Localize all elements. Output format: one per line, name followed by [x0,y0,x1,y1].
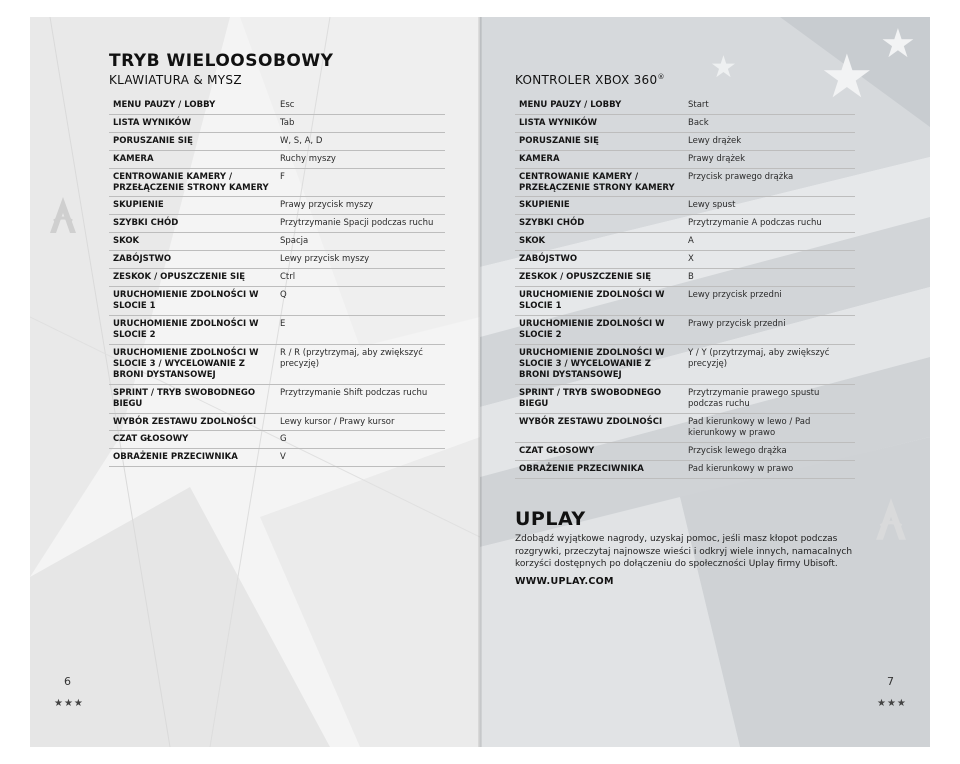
control-action: CZAT GŁOSOWY [113,434,189,444]
control-row [109,197,445,215]
svg-text:★: ★ [820,42,874,112]
control-row [515,461,855,479]
control-binding: Prawy drążek [688,154,746,164]
control-row [515,385,855,414]
stars-ornament-left: ★★★ [54,698,84,709]
control-row [515,316,855,345]
control-row [109,215,445,233]
control-binding: Przytrzymanie A podczas ruchu [688,218,822,228]
control-row [109,269,445,287]
uplay-link[interactable]: WWW.UPLAY.COM [515,576,614,587]
control-action: LISTA WYNIKÓW [519,118,597,128]
control-binding: Przytrzymanie Shift podczas ruchu [280,388,428,398]
control-row [515,197,855,215]
page-title: TRYB WIELOOSOBOWY [109,51,334,71]
control-binding: Ruchy myszy [280,154,336,164]
control-action: KAMERA [113,154,154,164]
keyboard-mouse-subtitle: KLAWIATURA & MYSZ [109,73,242,87]
control-action: SZYBKI CHÓD [113,218,179,228]
control-action: CZAT GŁOSOWY [519,446,595,456]
control-row [109,316,445,345]
xbox-controller-subtitle [515,73,665,87]
control-binding: Start [688,100,709,110]
keyboard-controls-table [109,97,445,467]
control-action: SKOK [519,236,546,246]
control-action: URUCHOMIENIE ZDOLNOŚCI W SLOCIE 1 [519,290,665,311]
control-row [109,169,445,197]
control-binding: Tab [280,118,295,128]
xbox-subtitle-text: KONTROLER XBOX 360 [515,73,658,87]
control-binding: Esc [280,100,295,110]
control-row [109,287,445,316]
control-row [109,115,445,133]
control-binding: Lewy kursor / Prawy kursor [280,417,395,427]
page-binding [478,17,482,747]
control-row [515,345,855,385]
control-row [515,443,855,461]
control-binding: Spacja [280,236,309,246]
control-row [109,414,445,431]
control-binding: Q [280,290,287,300]
control-action: ZABÓJSTWO [113,254,172,264]
control-action: MENU PAUZY / LOBBY [113,100,216,110]
control-row [515,151,855,169]
control-binding: Lewy spust [688,200,736,210]
control-binding: Lewy przycisk myszy [280,254,370,264]
stars-ornament-right: ★★★ [877,698,907,709]
control-binding: X [688,254,694,264]
control-action: MENU PAUZY / LOBBY [519,100,622,110]
control-binding: A [688,236,694,246]
control-action: SZYBKI CHÓD [519,218,585,228]
control-binding: W, S, A, D [280,136,323,146]
control-row [109,345,445,385]
control-row [515,414,855,443]
control-action: SKOK [113,236,140,246]
control-row [515,215,855,233]
control-action: URUCHOMIENIE ZDOLNOŚCI W SLOCIE 3 / WYCELOWANIE Z BRONI DYSTANSOWEJ [519,348,665,380]
control-binding: Lewy drążek [688,136,742,146]
control-binding: Przycisk lewego drążka [688,446,787,456]
uplay-heading: UPLAY [515,508,586,530]
control-action: WYBÓR ZESTAWU ZDOLNOŚCI [113,417,257,427]
control-binding: V [280,452,286,462]
control-row [515,169,855,197]
control-action: PORUSZANIE SIĘ [519,136,599,146]
assassin-insignia-icon [873,496,909,542]
control-row [515,233,855,251]
control-binding: G [280,434,287,444]
control-binding: F [280,172,285,182]
control-action: SKUPIENIE [113,200,164,210]
control-row [515,269,855,287]
control-action: URUCHOMIENIE ZDOLNOŚCI W SLOCIE 3 / WYCELOWANIE Z BRONI DYSTANSOWEJ [113,348,259,380]
control-row [109,431,445,449]
control-row [109,449,445,467]
control-action: URUCHOMIENIE ZDOLNOŚCI W SLOCIE 1 [113,290,259,311]
control-action: LISTA WYNIKÓW [113,118,191,128]
control-binding: E [280,319,286,329]
control-action: SKUPIENIE [519,200,570,210]
control-row [515,133,855,151]
control-row [515,287,855,316]
control-row [109,133,445,151]
control-row [109,151,445,169]
assassin-insignia-icon [48,195,78,235]
control-action: WYBÓR ZESTAWU ZDOLNOŚCI [519,417,663,427]
control-row [515,251,855,269]
control-row [109,251,445,269]
svg-text:★: ★ [880,21,916,67]
control-binding: Przytrzymanie prawego spustu podczas ruchu [688,388,820,409]
control-action: SPRINT / TRYB SWOBODNEGO BIEGU [519,388,662,409]
control-binding: Pad kierunkowy w prawo [688,464,794,474]
registered-mark: ® [657,73,665,81]
control-binding: Pad kierunkowy w lewo / Pad kierunkowy w prawo [688,417,811,438]
control-binding: Prawy przycisk myszy [280,200,374,210]
control-action: KAMERA [519,154,560,164]
control-action: ZESKOK / OPUSZCZENIE SIĘ [519,272,652,282]
control-action: CENTROWANIE KAMERY / PRZEŁĄCZENIE STRONY KAMERY [519,172,675,193]
control-binding: Y / Y (przytrzymaj, aby zwiększyć precyzję) [688,348,830,369]
control-binding: Lewy przycisk przedni [688,290,782,300]
control-binding: R / R (przytrzymaj, aby zwiększyć precyzję) [280,348,423,369]
control-row [109,97,445,115]
control-binding: Back [688,118,709,128]
control-binding: Przytrzymanie Spacji podczas ruchu [280,218,434,228]
control-row [515,97,855,115]
control-action: SPRINT / TRYB SWOBODNEGO BIEGU [113,388,256,409]
control-binding: Ctrl [280,272,296,282]
uplay-description: Zdobądź wyjątkowe nagrody, uzyskaj pomoc, jeśli masz kłopot podczas rozgrywki, przeczytaj najnowsze wieści i odkryj wiele innych, namacalnych korzyści dostępnych po dołączeniu do społeczności Uplay firmy Ubisoft. [515,534,853,569]
control-row [109,233,445,251]
control-row [109,385,445,414]
control-action: OBRAŻENIE PRZECIWNIKA [519,464,644,474]
page-number-right: 7 [887,675,894,688]
control-row [515,115,855,133]
page-number-left: 6 [64,675,71,688]
svg-text:★: ★ [710,50,737,85]
control-binding: B [688,272,694,282]
control-action: PORUSZANIE SIĘ [113,136,193,146]
control-binding: Przycisk prawego drążka [688,172,794,182]
control-action: OBRAŻENIE PRZECIWNIKA [113,452,238,462]
control-action: ZABÓJSTWO [519,254,578,264]
xbox-controls-table [515,97,855,479]
control-action: ZESKOK / OPUSZCZENIE SIĘ [113,272,246,282]
control-action: CENTROWANIE KAMERY / PRZEŁĄCZENIE STRONY KAMERY [113,172,269,193]
control-action: URUCHOMIENIE ZDOLNOŚCI W SLOCIE 2 [519,319,665,340]
control-action: URUCHOMIENIE ZDOLNOŚCI W SLOCIE 2 [113,319,259,340]
control-binding: Prawy przycisk przedni [688,319,786,329]
